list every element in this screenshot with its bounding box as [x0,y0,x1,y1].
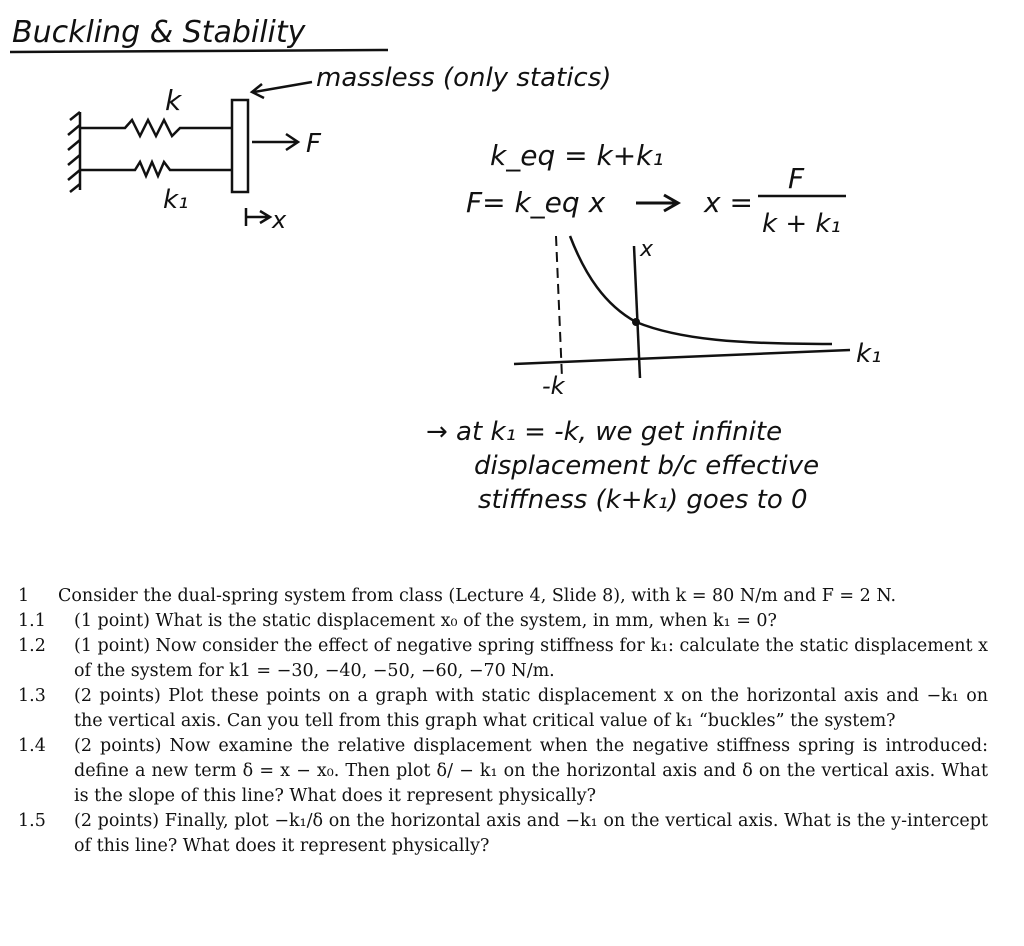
problem-number: 1.5 [18,811,46,831]
eq-keq: k_eq = k+k₁ [490,139,664,172]
wall [68,112,80,192]
problem-text: (2 points) Finally, plot −k₁/δ on the horizontal axis and −k₁ on the vertical axis. What is the y-intercept of this line? What does it represent physically? [74,811,988,856]
graph-asymptote [556,236,562,378]
graph-point [632,318,640,326]
implies-arrow [636,195,678,211]
problem-number: 1.2 [18,636,46,656]
eq-force: F= k_eq x [466,186,606,219]
problem-1-2 [18,634,988,684]
problem-text: (2 points) Plot these points on a graph with static displacement x on the horizontal axis and −k₁ on the vertical axis. Can you tell from this graph what critical value of k₁ “buckles” the system? [74,686,988,731]
massless-plate [232,100,248,192]
graph-x-axis [514,350,850,364]
problem-text: (1 point) Now consider the effect of negative spring stiffness for k₁: calculate the static displacement x of the system for k1 = −30, −40, −50, −60, −70 N/m. [74,636,988,681]
problem-1-3 [18,684,988,734]
graph-x-label: k₁ [856,339,882,369]
problem-1 [18,584,988,609]
massless-arrow [252,82,312,98]
problem-text: Consider the dual-spring system from class (Lecture 4, Slide 8), with k = 80 N/m and F = 2 N. [58,586,897,606]
sketch-graph [514,236,881,400]
graph-tick-label: -k [542,372,565,400]
sketch-title: Buckling & Stability [12,15,306,50]
problem-number: 1.4 [18,736,46,756]
spring-top-label: k [165,84,182,117]
problem-number: 1.3 [18,686,46,706]
eq-numerator: F [788,162,805,195]
problem-number: 1.1 [18,611,46,631]
massless-note: massless (only statics) [316,63,612,93]
spring-top [80,120,232,136]
problem-1-5 [18,809,988,859]
problem-1-1 [18,609,988,634]
force-arrow [252,134,298,150]
spring-bottom-label: k₁ [163,185,189,215]
force-label: F [306,129,321,159]
note-line-2: displacement b/c effective [474,451,820,481]
title-underline [10,50,388,52]
problem-text: (1 point) What is the static displacement x₀ of the system, in mm, when k₁ = 0? [74,611,777,631]
graph-y-label: x [640,237,654,262]
disp-label: x [272,206,287,234]
problem-1-4 [18,734,988,809]
problem-text: (2 points) Now examine the relative displacement when the negative stiffness spring is introduced: define a new term δ = x − x₀. Then plot δ/ − k₁ on the horizontal axis and δ on the vertical axis. What is the slope of this line? What does it represent physically? [74,736,988,806]
graph-curve [570,236,832,344]
disp-arrow [246,208,270,226]
spring-bottom [80,162,232,176]
note-line-3: stiffness (k+k₁) goes to 0 [478,485,808,515]
problem-number: 1 [18,586,30,606]
note-line-1: → at k₁ = -k, we get infinite [426,417,783,447]
eq-x-lhs: x = [704,186,753,219]
problem-list [18,584,988,859]
eq-denominator: k + k₁ [762,209,841,239]
